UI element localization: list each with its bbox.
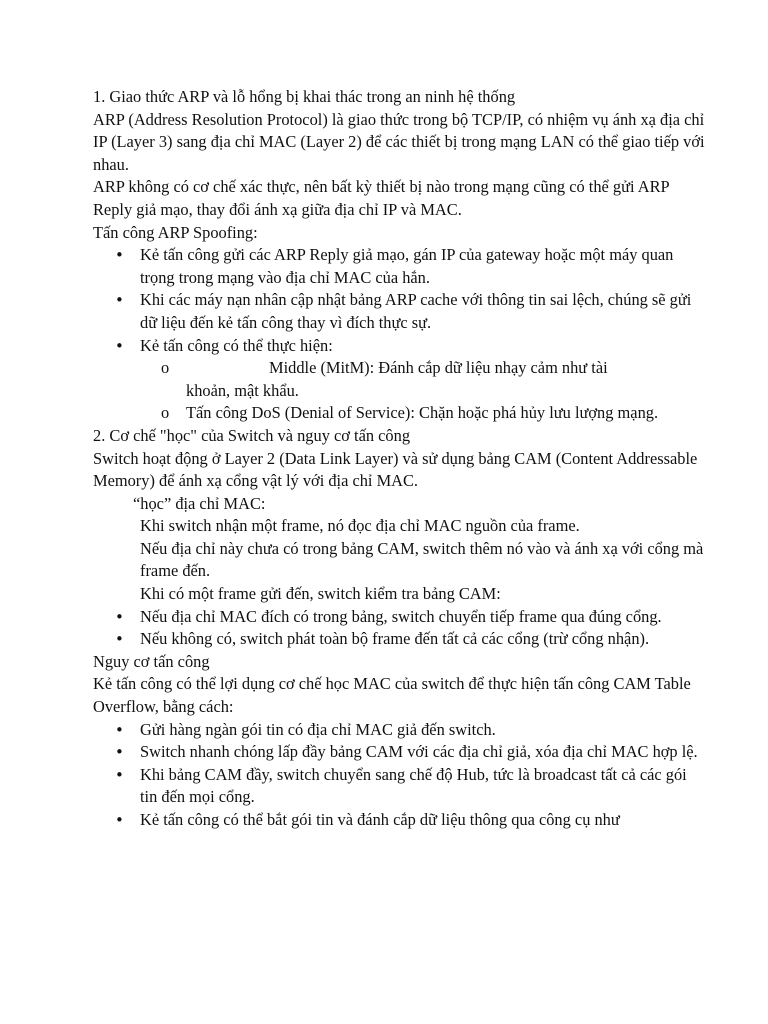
list-item: • Gửi hàng ngàn gói tin có địa chỉ MAC giả đến switch. (93, 719, 708, 742)
list-item: • Nếu địa chỉ MAC đích có trong bảng, switch chuyển tiếp frame qua đúng cổng. (93, 606, 708, 629)
list-item: • Switch nhanh chóng lấp đầy bảng CAM với các địa chỉ giả, xóa địa chỉ MAC hợp lệ. (93, 741, 708, 764)
list-item (93, 357, 708, 402)
circle-bullet: o (161, 403, 170, 423)
section-1-heading: 1. Giao thức ARP và lỗ hổng bị khai thác trong an ninh hệ thống (93, 87, 516, 106)
cam-overflow-list (93, 719, 708, 832)
learning-line: Nếu địa chỉ này chưa có trong bảng CAM, switch thêm nó vào và ánh xạ với cổng mà frame đến. (140, 538, 704, 581)
arp-spoofing-list (93, 244, 708, 357)
sub-item-line: khoản, mật khẩu. (186, 380, 299, 400)
arp-weakness-paragraph: ARP không có cơ chế xác thực, nên bất kỳ thiết bị nào trong mạng cũng có thể gửi ARP Reply giả mạo, thay đổi ánh xạ giữa địa chỉ IP và MAC. (93, 177, 670, 219)
risk-heading: Nguy cơ tấn công (93, 651, 210, 671)
arp-spoofing-subheading: Tấn công ARP Spoofing: (93, 222, 258, 242)
list-item: • Khi các máy nạn nhân cập nhật bảng ARP cache với thông tin sai lệch, chúng sẽ gửi dữ liệu đến kẻ tấn công thay vì đích thực sự. (93, 289, 708, 334)
list-item: • Khi bảng CAM đầy, switch chuyển sang chế độ Hub, tức là broadcast tất cả các gói tin đến mọi cổng. (93, 764, 708, 809)
risk-paragraph: Kẻ tấn công có thể lợi dụng cơ chế học MAC của switch để thực hiện tấn công CAM Table Overflow, bằng cách: (93, 674, 691, 717)
list-item (93, 402, 708, 425)
sub-item-text: Tấn công DoS (Denial of Service): Chặn hoặc phá hủy lưu lượng mạng. (186, 403, 659, 423)
list-item: • Nếu không có, switch phát toàn bộ frame đến tất cả các cổng (trừ cổng nhận). (93, 628, 708, 651)
attack-types-sublist (93, 357, 708, 425)
learning-line: Khi có một frame gửi đến, switch kiểm tra bảng CAM: (140, 584, 501, 604)
switch-paragraph: Switch hoạt động ở Layer 2 (Data Link Layer) và sử dụng bảng CAM (Content Addressable Memory) để ánh xạ cổng vật lý với địa chỉ MAC. (93, 448, 698, 491)
list-item: • Kẻ tấn công có thể bắt gói tin và đánh cắp dữ liệu thông qua công cụ như (93, 809, 708, 832)
list-item: • Kẻ tấn công có thể thực hiện: (93, 335, 708, 358)
cam-lookup-list (93, 606, 708, 651)
mac-learning-heading: “học” địa chỉ MAC: (133, 493, 266, 513)
section-2-heading: 2. Cơ chế "học" của Switch và nguy cơ tấn công (93, 425, 411, 445)
sub-item-line: Middle (MitM): Đánh cắp dữ liệu nhạy cảm như tài (269, 358, 608, 378)
circle-bullet: o (161, 358, 170, 378)
list-item: • Kẻ tấn công gửi các ARP Reply giả mạo, gán IP của gateway hoặc một máy quan trọng trong mạng vào địa chỉ MAC của hắn. (93, 244, 708, 289)
arp-definition-paragraph: ARP (Address Resolution Protocol) là giao thức trong bộ TCP/IP, có nhiệm vụ ánh xạ địa chỉ IP (Layer 3) sang địa chỉ MAC (Layer 2) để các thiết bị trong mạng LAN có thể giao tiếp với nhau. (93, 109, 705, 174)
learning-line: Khi switch nhận một frame, nó đọc địa chỉ MAC nguồn của frame. (140, 516, 580, 536)
